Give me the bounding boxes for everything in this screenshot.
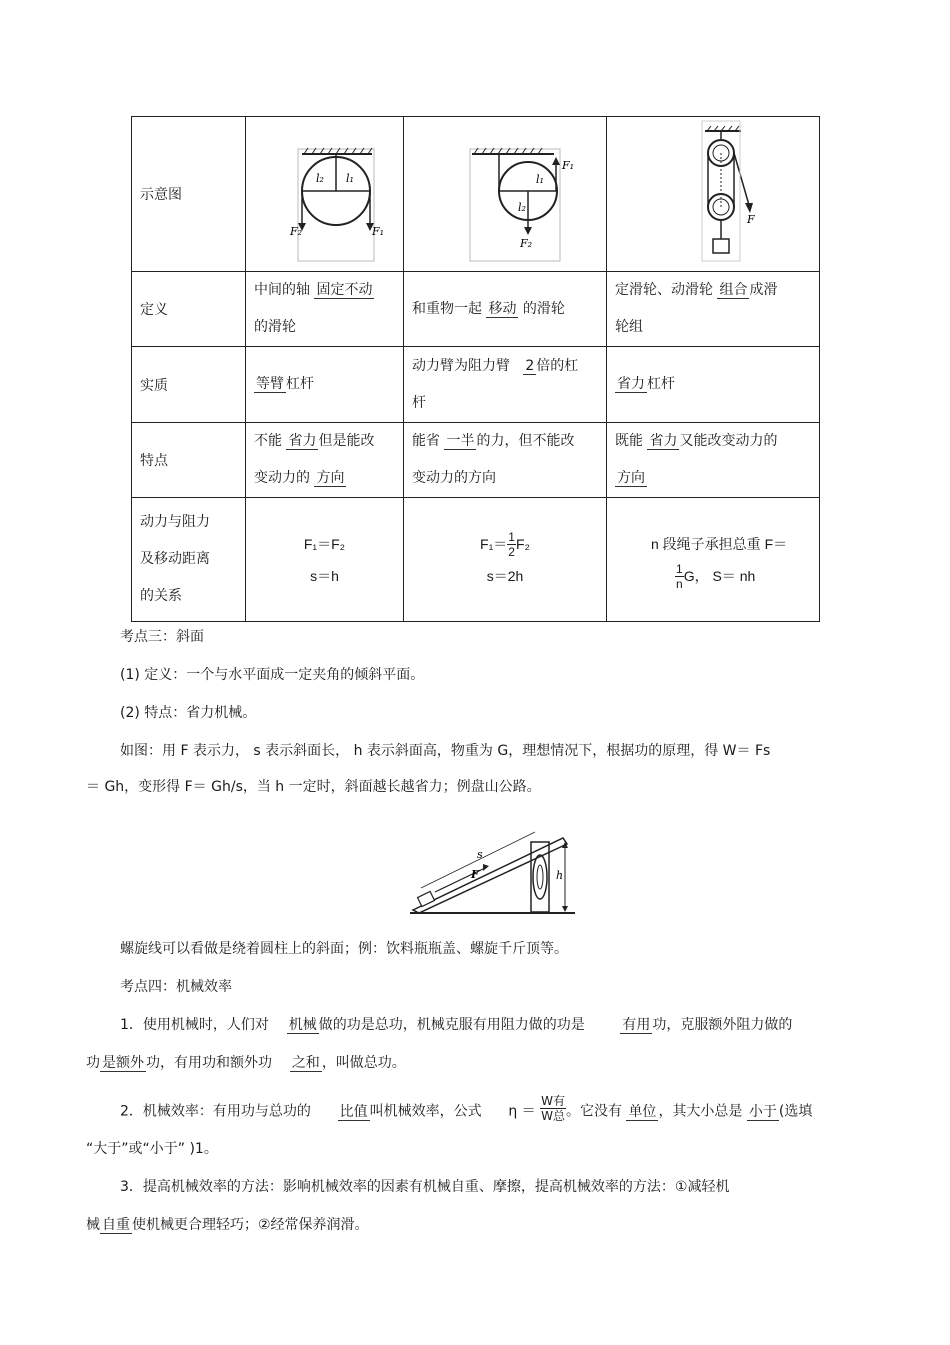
answer-blank: 比值 bbox=[339, 1103, 368, 1120]
text: 杠杆 bbox=[286, 376, 314, 392]
fixed-relation bbox=[246, 498, 404, 622]
incline-diagram bbox=[405, 818, 580, 918]
force-relation bbox=[412, 528, 598, 560]
f1-label: F₁ bbox=[562, 159, 575, 172]
text: 杠杆 bbox=[647, 376, 675, 392]
answer-blank: 组合 bbox=[719, 282, 748, 298]
text: 做的功是总功，机械克服有用阻力做的功是 bbox=[318, 1017, 585, 1033]
table-row bbox=[132, 272, 820, 347]
text: 功 bbox=[86, 1055, 100, 1071]
block-definition bbox=[607, 272, 820, 347]
paragraph: (1) 定义：一个与水平面成一定夹角的倾斜平面。 bbox=[120, 667, 425, 683]
text: 。它没有 bbox=[565, 1103, 622, 1120]
paragraph: 螺旋线可以看做是绕着圆柱上的斜面；例：饮料瓶瓶盖、螺旋千斤顶等。 bbox=[120, 941, 568, 957]
text: 杆 bbox=[412, 394, 426, 411]
table-row bbox=[132, 347, 820, 423]
answer-blank: 省力 bbox=[617, 376, 645, 392]
text: 和重物一起 bbox=[412, 300, 482, 317]
item-3-line-1: 3．提高机械效率的方法：影响机械效率的因素有机械自重、摩擦，提高机械效率的方法：①减轻机 bbox=[120, 1179, 730, 1195]
text: 叫机械效率，公式 bbox=[369, 1103, 482, 1120]
f2-label: F₂ bbox=[520, 237, 533, 250]
h-label: h bbox=[556, 869, 564, 882]
item-1-line-1 bbox=[120, 1014, 792, 1034]
answer-blank: 方向 bbox=[617, 470, 645, 486]
text: 倍的杠 bbox=[536, 357, 579, 374]
movable-essence bbox=[404, 347, 607, 423]
text: 2．机械效率：有用功与总功的 bbox=[120, 1103, 311, 1120]
fixed-feature bbox=[246, 423, 404, 498]
paragraph: 如图：用 F 表示力， s 表示斜面长， h 表示斜面高，物重为 G，理想情况下，根据功的原理，得 W＝ Fs bbox=[120, 743, 771, 759]
text: 轮组 bbox=[615, 319, 643, 335]
answer-blank: 小于 bbox=[748, 1103, 777, 1120]
answer-blank: 2 bbox=[525, 357, 535, 374]
item-3-line-2 bbox=[86, 1214, 369, 1234]
f2-label: F₂ bbox=[290, 225, 303, 238]
l2-label: l₂ bbox=[518, 201, 526, 214]
answer-blank: 自重 bbox=[102, 1217, 130, 1233]
text: (选填 bbox=[778, 1103, 813, 1120]
item-1-line-2 bbox=[86, 1052, 406, 1072]
pulley-block-diagram-cell bbox=[607, 117, 820, 272]
l1-label: l₁ bbox=[346, 172, 354, 185]
row-label: 示意图 bbox=[132, 117, 246, 272]
pulley-comparison-table bbox=[131, 116, 820, 622]
numerator: 1 bbox=[508, 530, 515, 545]
distance-relation: s＝h bbox=[310, 567, 339, 584]
text: 变动力的方向 bbox=[412, 470, 496, 486]
answer-blank: 方向 bbox=[316, 470, 345, 486]
movable-relation bbox=[404, 498, 607, 622]
text: 功，有用功和额外功 bbox=[146, 1055, 272, 1071]
answer-blank: 有用 bbox=[622, 1017, 651, 1033]
item-2-line-2: “大于”或“小于” )1。 bbox=[86, 1141, 218, 1157]
text: ，叫做总功。 bbox=[321, 1055, 406, 1071]
row-label: 定义 bbox=[132, 272, 246, 347]
item-2-line-1 bbox=[120, 1094, 813, 1123]
answer-blank: 一半 bbox=[446, 433, 475, 449]
text: 的滑轮 bbox=[254, 319, 296, 335]
answer-blank: 之和 bbox=[291, 1055, 320, 1071]
efficiency-fraction bbox=[540, 1094, 566, 1123]
row-label: 特点 bbox=[132, 423, 246, 498]
fraction bbox=[675, 562, 684, 591]
answer-blank: 省力 bbox=[649, 433, 678, 449]
answer-blank: 单位 bbox=[628, 1103, 657, 1120]
text: G， S＝ nh bbox=[683, 567, 756, 584]
answer-blank: 固定不动 bbox=[316, 282, 373, 298]
force-relation bbox=[651, 560, 811, 592]
paragraph: ＝ Gh，变形得 F＝ Gh/s，当 h 一定时，斜面越长越省力；例盘山公路。 bbox=[86, 779, 541, 795]
text: 动力与阻力 bbox=[140, 514, 210, 530]
s-label: s bbox=[477, 848, 483, 861]
text: 1．使用机械时，人们对 bbox=[120, 1017, 269, 1033]
l2-label: l₂ bbox=[316, 172, 324, 185]
text: 及移动距离 bbox=[140, 551, 210, 567]
denominator: 2 bbox=[508, 545, 515, 560]
table-row bbox=[132, 423, 820, 498]
text: 中间的轴 bbox=[254, 282, 310, 298]
l1-label: l₁ bbox=[536, 173, 544, 186]
movable-definition bbox=[404, 272, 607, 347]
answer-blank: 等臂 bbox=[256, 376, 284, 392]
text: 的滑轮 bbox=[522, 300, 565, 317]
text: 不能 bbox=[254, 433, 282, 449]
table-row bbox=[132, 117, 820, 272]
section-title: 考点四：机械效率 bbox=[120, 979, 232, 995]
block-essence bbox=[607, 347, 820, 423]
text: n 段绳子承担总重 F＝ bbox=[651, 535, 788, 552]
row-label: 实质 bbox=[132, 347, 246, 423]
text: 械 bbox=[86, 1217, 100, 1233]
answer-blank: 是额外 bbox=[102, 1055, 144, 1071]
f-label: F bbox=[471, 868, 479, 881]
pulley-block-diagram bbox=[607, 117, 819, 267]
table-row bbox=[132, 498, 820, 622]
text: 又能改变动力的 bbox=[679, 433, 778, 449]
text: ，其大小总是 bbox=[658, 1103, 743, 1120]
text: 但是能改 bbox=[318, 433, 375, 449]
text: 动力臂为阻力臂 bbox=[412, 357, 510, 374]
text: 的关系 bbox=[140, 588, 182, 604]
text: 能省 bbox=[412, 433, 440, 449]
numerator: 1 bbox=[676, 562, 683, 577]
text: 功，克服额外阻力做的 bbox=[652, 1017, 793, 1033]
fraction bbox=[507, 530, 516, 559]
text: 变动力的 bbox=[254, 470, 310, 486]
f1-label: F₁ bbox=[372, 225, 385, 238]
denominator: W总 bbox=[541, 1109, 565, 1123]
answer-blank: 机械 bbox=[288, 1017, 317, 1033]
efficiency-symbol: η ＝ bbox=[508, 1103, 536, 1120]
text: 使机械更合理轻巧；②经常保养润滑。 bbox=[132, 1217, 369, 1233]
text: 的力，但不能改 bbox=[476, 433, 575, 449]
fixed-essence bbox=[246, 347, 404, 423]
block-relation bbox=[607, 498, 820, 622]
text: 成滑 bbox=[749, 282, 778, 298]
row-label bbox=[132, 498, 246, 622]
answer-blank: 省力 bbox=[288, 433, 317, 449]
text: F₁＝ bbox=[480, 535, 508, 552]
force-relation: F₁＝F₂ bbox=[303, 535, 346, 552]
distance-relation: s＝2h bbox=[486, 567, 524, 584]
fixed-definition bbox=[246, 272, 404, 347]
text: F₂ bbox=[515, 535, 530, 552]
fixed-pulley-diagram-cell bbox=[246, 117, 404, 272]
text: 定滑轮、动滑轮 bbox=[615, 282, 713, 298]
block-feature bbox=[607, 423, 820, 498]
text: 既能 bbox=[615, 433, 643, 449]
numerator: W有 bbox=[541, 1094, 565, 1108]
answer-blank: 移动 bbox=[488, 300, 517, 317]
movable-feature bbox=[404, 423, 607, 498]
denominator: n bbox=[676, 577, 683, 592]
section-title: 考点三：斜面 bbox=[120, 629, 204, 645]
movable-pulley-diagram bbox=[404, 117, 606, 267]
paragraph: (2) 特点：省力机械。 bbox=[120, 705, 257, 721]
movable-pulley-diagram-cell bbox=[404, 117, 607, 272]
f-label: F bbox=[747, 213, 755, 226]
fixed-pulley-diagram bbox=[246, 117, 403, 267]
